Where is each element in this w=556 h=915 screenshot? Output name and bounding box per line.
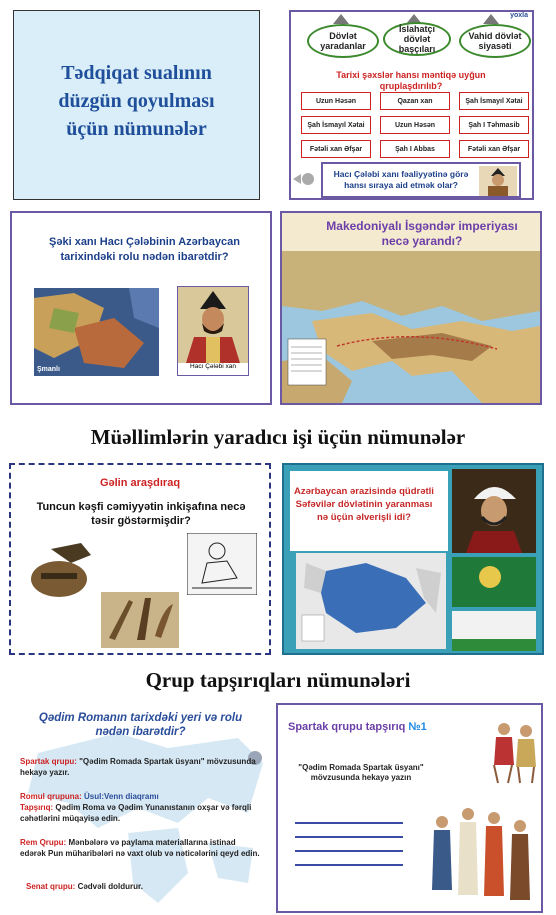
- task-label: Tapşırıq:: [20, 803, 54, 812]
- slide-title: Makedoniyalı İsgəndər imperiyası necə yarandı?: [326, 219, 518, 248]
- group-romul-method: [20, 791, 260, 802]
- safavid-map-image: [296, 553, 446, 649]
- title-line-3: üçün nümunələr: [66, 118, 207, 140]
- slide-title: Gəlin araşdıraq: [99, 477, 181, 489]
- alexander-empire-map-image: [282, 251, 540, 403]
- coin-image: [452, 557, 536, 607]
- group-task-text: Cədvəli doldurur.: [75, 882, 143, 891]
- roman-figures-image: [428, 800, 540, 912]
- name-cell[interactable]: Qazan xan: [380, 92, 450, 110]
- slide-alexander-empire: [280, 211, 542, 405]
- oval-reformers: İslahatçı dövlət başçıları: [383, 22, 451, 56]
- group-romul-task: [20, 802, 260, 824]
- name-cell[interactable]: Fətəli xan Əfşar: [459, 140, 529, 158]
- group-spartak-task: [20, 756, 260, 778]
- haci-celebi-portrait-image: [178, 287, 248, 363]
- slide-spartak-task: [276, 703, 543, 913]
- name-cell[interactable]: Şah I Təhmasib: [459, 116, 529, 134]
- slide-safavid-state: [282, 463, 544, 655]
- answer-line[interactable]: [295, 850, 403, 852]
- title-line-2: düzgün qoyulması: [58, 90, 215, 112]
- section-heading-teachers: Müəllimlərin yaradıcı işi üçün nümunələr: [90, 425, 466, 449]
- title-text: Spartak qrupu tapşırıq: [288, 721, 409, 733]
- historical-map-image: [34, 288, 159, 376]
- group-rem-task: [20, 837, 260, 859]
- slide-bronze-discovery: [9, 463, 271, 655]
- name-cell[interactable]: Fətəli xan Əfşar: [301, 140, 371, 158]
- grouping-question: Tarixi şəxslər hansı məntiqə uyğun qruplaşdırılıb?: [336, 70, 486, 91]
- group-name: Romul qrupuna:: [20, 792, 82, 801]
- slide-title: [14, 59, 259, 143]
- group-name: Spartak qrupu:: [20, 757, 77, 766]
- task-number: №1: [408, 721, 427, 733]
- ismail-portrait-image: [452, 469, 536, 553]
- bronze-tools-image: [101, 592, 179, 648]
- map-label: Şmanlı: [37, 366, 60, 373]
- group-task-text: Mənbələrə və paylama materiallarına istinad edərək Pun müharibələri nə vaxt olub və nəticələrini qeyd edin.: [20, 838, 260, 858]
- title-line-1: Tədqiqat sualının: [61, 62, 212, 84]
- craftsman-drawing-image: [187, 533, 257, 595]
- name-cell[interactable]: Uzun Həsən: [380, 116, 450, 134]
- group-task-text: Qədim Roma və Qədim Yunanıstanın oxşar və fərqli cəhətlərini müqayisə edin.: [20, 803, 252, 823]
- slide-ancient-rome: [8, 703, 270, 913]
- slide-question: Azərbaycan ərazisində qüdrətli Səfəvilər dövlətinin yaranması nə üçün əlverişli idi?: [294, 486, 434, 523]
- group-name: Senat qrupu:: [26, 882, 76, 891]
- portrait-frame: [177, 286, 249, 376]
- name-cell[interactable]: Şah İsmayıl Xətai: [301, 116, 371, 134]
- oval-unified-policy: Vahid dövlət siyasəti: [459, 24, 531, 58]
- group-senat-task: [26, 881, 266, 892]
- slide-historical-figures: [289, 10, 534, 200]
- answer-line[interactable]: [295, 864, 403, 866]
- section-heading-group-tasks: Qrup tapşırıqları nümunələri: [145, 668, 411, 692]
- slide-research-question: [13, 10, 260, 200]
- check-link[interactable]: yoxla: [510, 12, 528, 19]
- bottom-question: Hacı Çələbi xanı fəaliyyətinə görə hansı sıraya aid etmək olar?: [333, 169, 469, 190]
- task-question: "Qədim Romada Spartak üsyanı" mövzusunda hekayə yazın: [298, 763, 424, 782]
- bottom-question-box: [321, 162, 521, 198]
- group-name: Rem Qrupu:: [20, 838, 67, 847]
- slide-title: Qədim Romanın tarixdəki yeri və rolu nədən ibarətdir?: [38, 712, 243, 738]
- oval-founders: Dövlət yaradanlar: [307, 24, 379, 58]
- portrait-caption: Hacı Çələbi xan: [190, 363, 236, 370]
- name-cell[interactable]: Uzun Həsən: [301, 92, 371, 110]
- group-task-text: "Qədim Romada Spartak üsyanı" mövzusunda hekayə yazır.: [20, 757, 256, 777]
- flag-image: [452, 611, 536, 651]
- answer-line[interactable]: [295, 822, 403, 824]
- portrait-image: [479, 166, 517, 196]
- bronze-artifact-image: [21, 533, 106, 599]
- slide-title: Şəki xanı Hacı Çələbinin Azərbaycan tarixindəki rolu nədən ibarətdir?: [49, 236, 240, 263]
- slide-haci-celebi: [10, 211, 272, 405]
- name-cell[interactable]: Şah I Abbas: [380, 140, 450, 158]
- method-text: Üsul:Venn diaqramı: [81, 792, 159, 801]
- name-cell[interactable]: Şah İsmayıl Xətai: [459, 92, 529, 110]
- slide-question: Tuncun kəşfi cəmiyyətin inkişafına necə təsir göstərmişdir?: [36, 501, 246, 527]
- back-arrow-icon[interactable]: [293, 172, 315, 186]
- gladiators-image: [486, 715, 542, 785]
- answer-line[interactable]: [295, 836, 403, 838]
- slide-title: [288, 721, 427, 733]
